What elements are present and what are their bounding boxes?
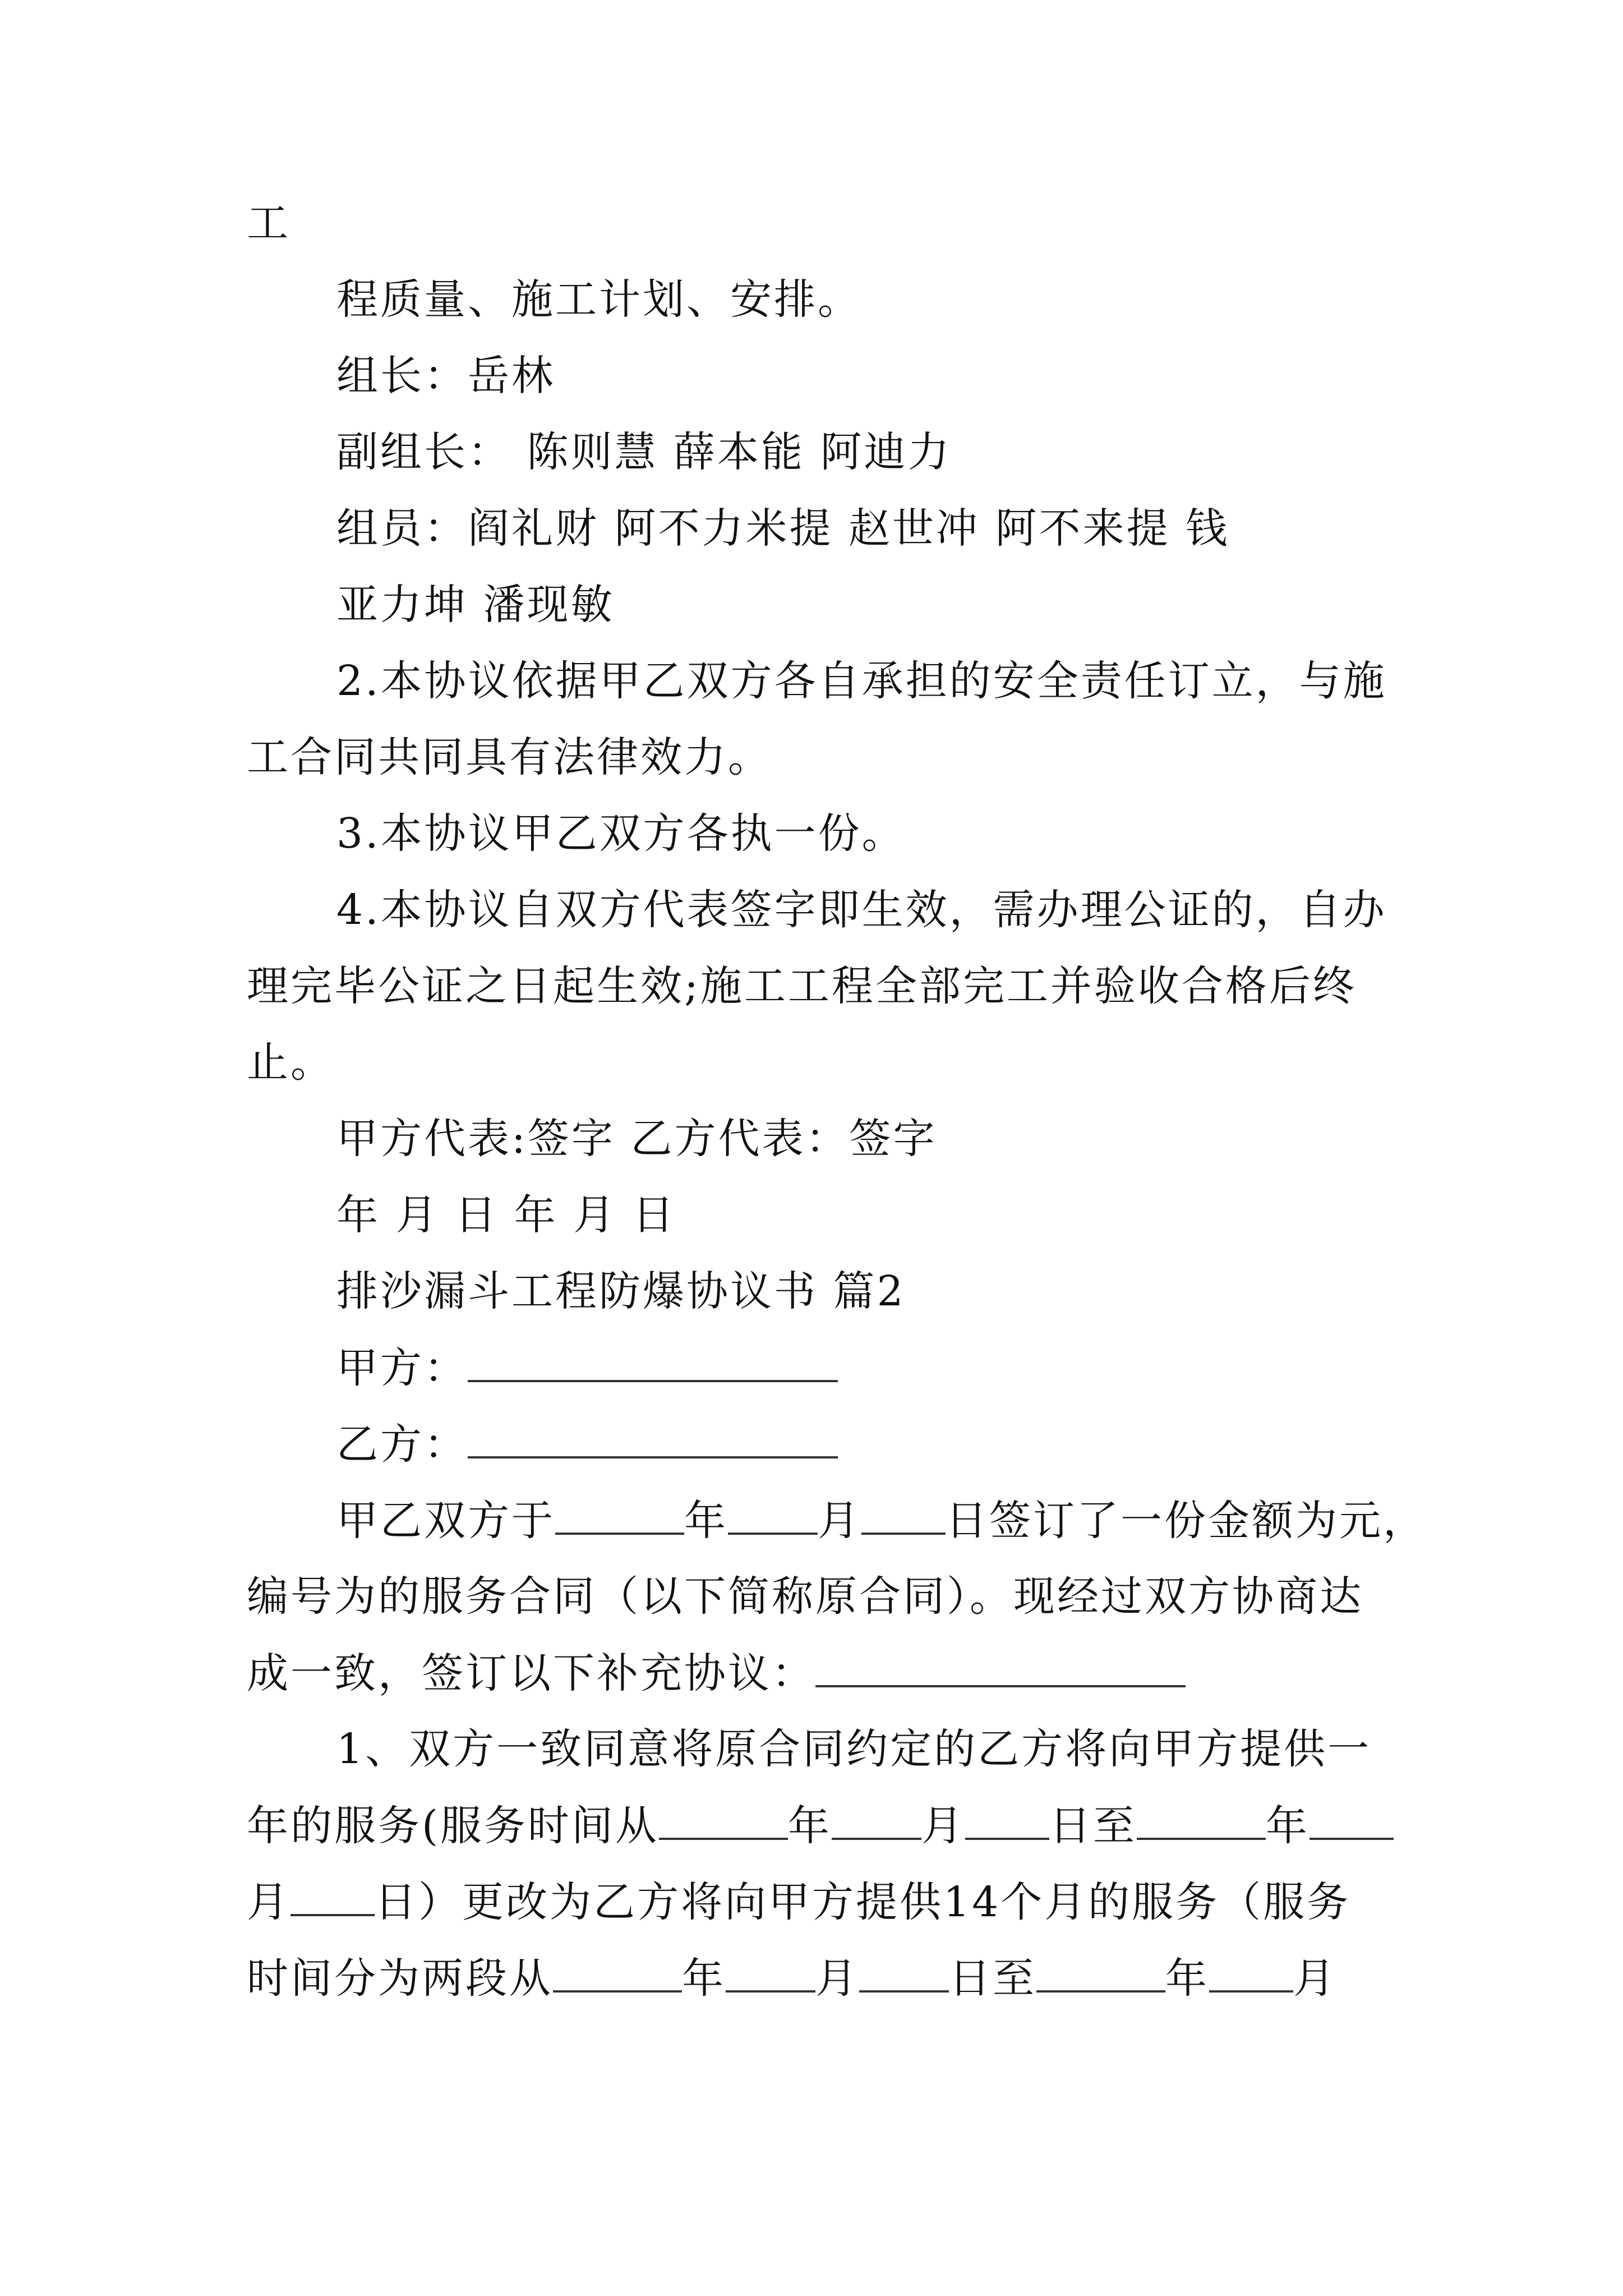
text-span: 时间分为两段从 [247,1954,553,2003]
year-blank [1036,1950,1165,1993]
year-blank [553,1950,682,1993]
month-blank [728,1492,818,1535]
text-span: 月 [815,1954,859,2003]
party-a-line [336,1340,838,1396]
text-span: 日至 [1049,1802,1137,1850]
month-blank [832,1797,921,1840]
clause-4-cont: 理完毕公证之日起生效;施工工程全部完工并验收合格后终 [247,962,1357,1010]
text-span: 月 [247,1878,291,1926]
text-span: 年 [682,1954,726,2003]
party-b-blank [468,1416,838,1458]
leader-line: 组长：岳林 [336,352,555,400]
supplement-clause-1: 1、双方一致同意将原合同约定的乙方将向甲方提供一 [336,1725,1372,1773]
supplement-clause-1-cont [247,1797,1394,1854]
year-blank [659,1797,788,1840]
day-blank [859,1950,949,1993]
agreement-intro [336,1492,1427,1549]
clause-2-cont: 工合同共同具有法律效力。 [247,733,772,781]
day-blank [861,1492,946,1535]
clause-4: 4.本协议自双方代表签字即生效，需办理公证的，自办 [336,886,1387,934]
month-blank [1310,1797,1394,1840]
text-span: 年 [1165,1954,1209,2003]
text-span: 年 [787,1802,832,1850]
text-span: 月 [921,1802,965,1850]
members-line: 组员：阎礼财 阿不力米提 赵世冲 阿不来提 钱 [336,504,1230,553]
agreement-intro-cont: 编号为的服务合同（以下简称原合同）。现经过双方协商达 [247,1572,1363,1621]
clause-4-end: 止。 [247,1038,334,1087]
text-span: 月 [818,1497,861,1545]
month-blank [726,1950,815,1993]
day-blank [291,1874,375,1916]
day-blank [965,1797,1049,1840]
agreement-intro-end [247,1645,1186,1701]
text-span: 日）更改为乙方将向甲方提供14个月的服务（服务 [375,1878,1351,1926]
party-b-label: 乙方： [336,1420,468,1469]
text-span: 年 [684,1497,728,1545]
text-line: 程质量、施工计划、安排。 [336,275,861,324]
supplement-clause-1-cont3 [247,1950,1337,2007]
text-span: 年 [1265,1802,1310,1850]
clause-3: 3.本协议甲乙双方各执一份。 [336,809,906,858]
year-blank [555,1492,684,1535]
party-a-label: 甲方： [336,1344,468,1392]
party-a-blank [468,1340,838,1382]
party-b-line [336,1416,838,1473]
text-span: 甲乙双方于 [336,1497,555,1545]
date-line: 年 月 日 年 月 日 [336,1191,676,1239]
month-blank [1209,1950,1293,1993]
text-line: 工 [247,199,291,247]
supplement-clause-1-cont2 [247,1874,1350,1930]
clause-2: 2.本协议依据甲乙双方各自承担的安全责任订立，与施 [336,657,1387,705]
text-span: 月 [1293,1954,1337,2003]
members-line-cont: 亚力坤 潘现敏 [336,581,615,629]
text-span: 成一致，签订以下补充协议： [247,1649,815,1697]
deputy-leader-line: 副组长： 陈则慧 薛本能 阿迪力 [336,428,952,476]
text-span: 年的服务(服务时间从 [247,1802,659,1850]
text-span: 日至 [949,1954,1036,2003]
year-blank [1137,1797,1266,1840]
section-title: 排沙漏斗工程防爆协议书 篇2 [336,1267,906,1315]
text-span: 日签订了一份金额为元， [946,1497,1427,1545]
supplement-blank [815,1645,1186,1687]
signature-line: 甲方代表:签字 乙方代表：签字 [336,1115,937,1163]
